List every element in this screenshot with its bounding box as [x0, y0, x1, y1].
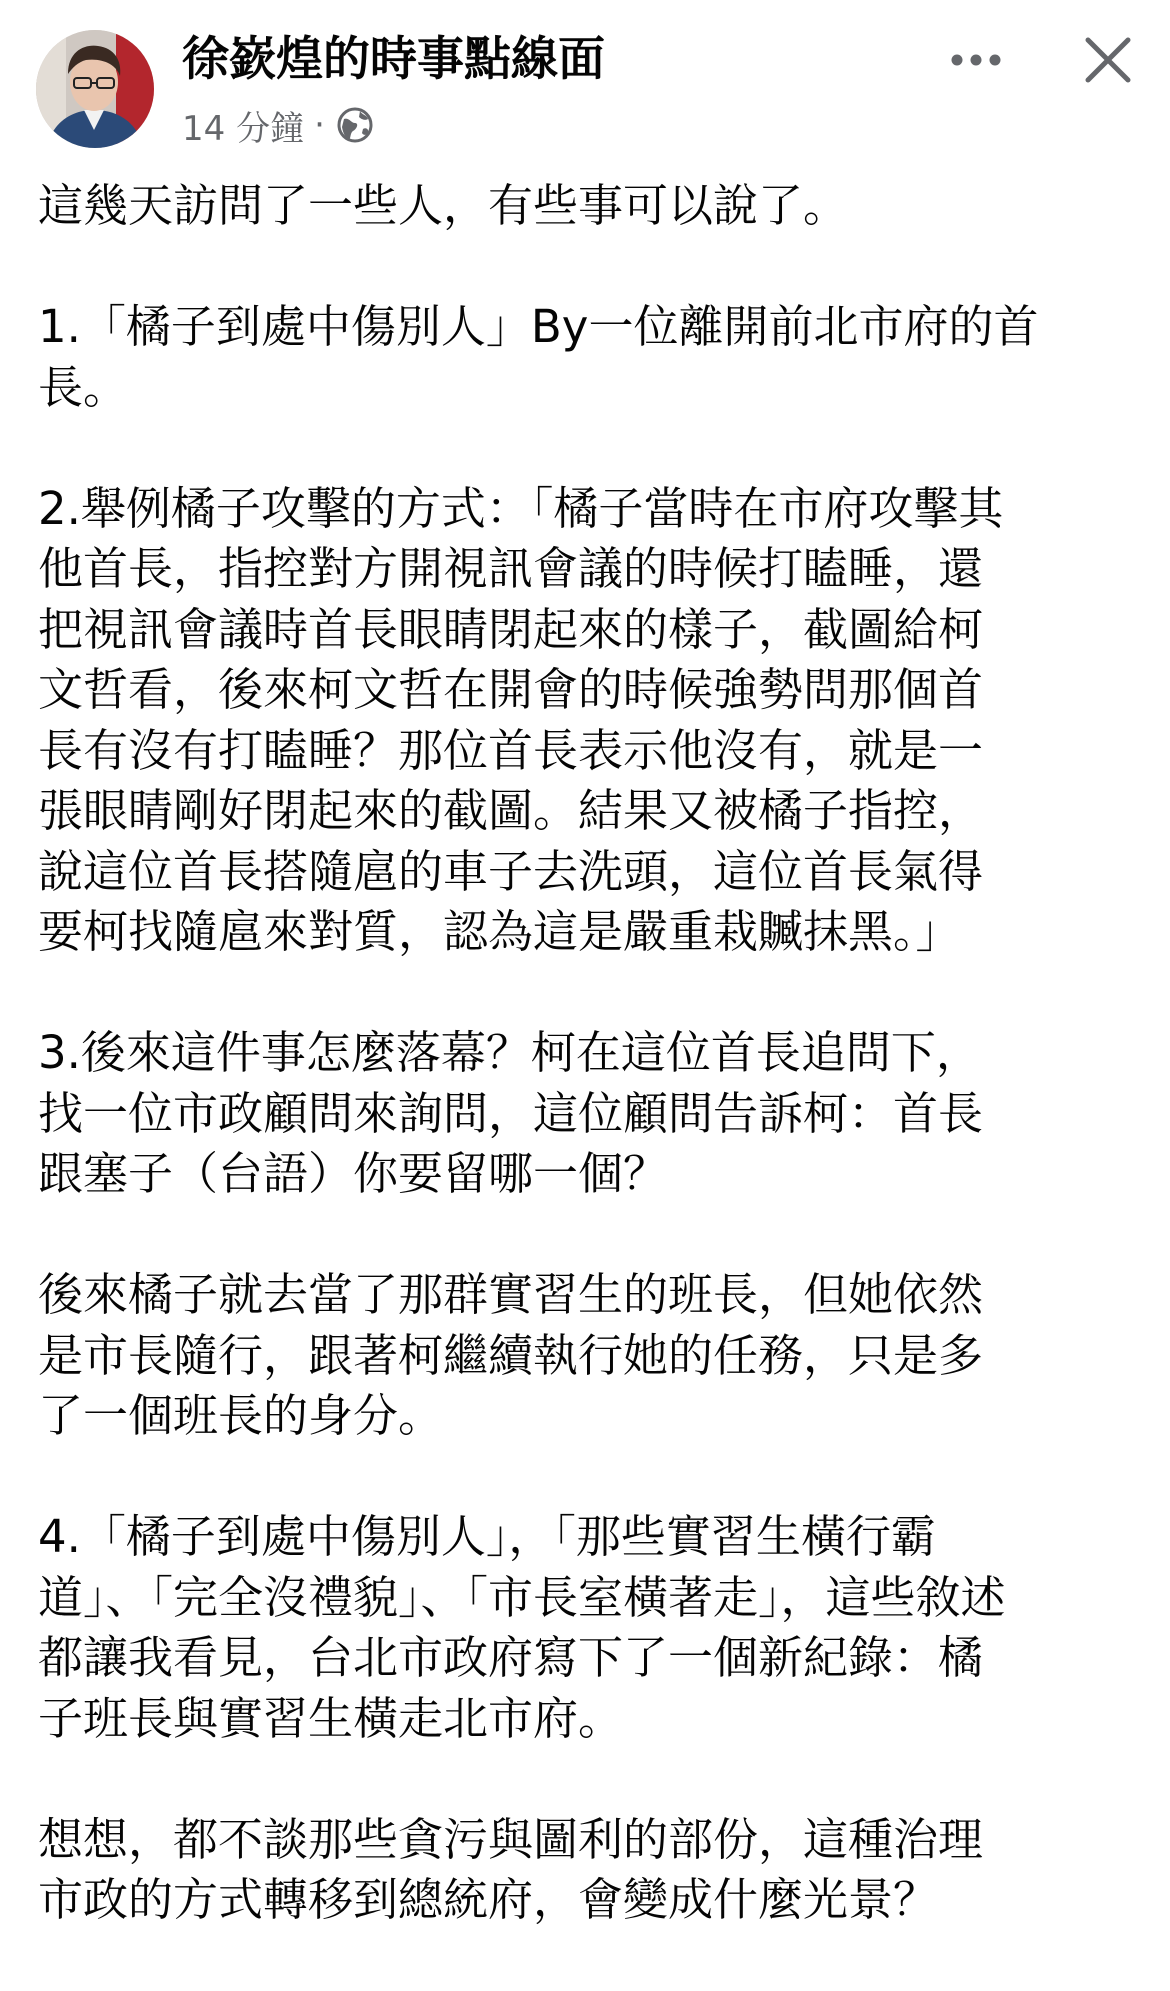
post-timestamp[interactable]: 14 分鐘 [182, 108, 305, 149]
author-avatar[interactable] [36, 30, 154, 148]
text-line: 想想，都不談那些貪污與圖利的部份，這種治理 [38, 1812, 984, 1866]
text-line: 說這位首長搭隨扈的車子去洗頭，這位首長氣得 [38, 844, 984, 898]
text-line: 文哲看，後來柯文哲在開會的時候強勢問那個首 [38, 663, 984, 716]
text-line: 後來橘子就去當了那群實習生的班長，但她依然 [38, 1268, 984, 1321]
text-line: 2.舉例橘子攻擊的方式：「橘子當時在市府攻擊其 [38, 481, 1004, 535]
post-paragraph [38, 297, 1138, 418]
text-line: 了一個班長的身分。 [38, 1389, 444, 1442]
post-paragraph [38, 1507, 1138, 1749]
post-meta [182, 100, 375, 150]
text-line: 長有沒有打瞌睡？那位首長表示他沒有，就是一 [38, 723, 984, 777]
author-name[interactable]: 徐嶔煌的時事點線面 [182, 32, 605, 87]
text-line: 這幾天訪問了一些人，有些事可以說了。 [38, 179, 849, 232]
text-line: 市政的方式轉移到總統府，會變成什麼光景？ [38, 1873, 939, 1926]
text-line: 是市長隨行，跟著柯繼續執行她的任務，只是多 [38, 1328, 984, 1382]
post-paragraph [38, 1265, 1138, 1447]
more-icon[interactable] [948, 44, 1004, 76]
post-paragraph [38, 1810, 1138, 1931]
text-line: 道」、「完全沒禮貌」、「市長室橫著走」，這些敘述 [38, 1570, 1006, 1624]
post-paragraph [38, 1023, 1138, 1205]
text-line: 1.「橘子到處中傷別人」By一位離開前北市府的首 [38, 300, 1039, 353]
text-line: 找一位市政顧問來詢問，這位顧問告訴柯：首長 [38, 1086, 984, 1140]
text-line: 長。 [38, 360, 129, 414]
text-line: 3.後來這件事怎麼落幕？柯在這位首長追問下， [38, 1026, 981, 1079]
text-line: 跟塞子（台語）你要留哪一個？ [38, 1147, 669, 1200]
text-line: 他首長，指控對方開視訊會議的時候打瞌睡，還 [38, 542, 984, 595]
avatar-image [36, 30, 154, 148]
globe-icon [335, 105, 375, 145]
text-line: 4.「橘子到處中傷別人」，「那些實習生橫行霸 [38, 1510, 936, 1563]
post-paragraph [38, 479, 1138, 963]
text-line: 張眼睛剛好閉起來的截圖。結果又被橘子指控， [38, 784, 984, 837]
close-icon[interactable] [1082, 34, 1134, 86]
text-line: 都讓我看見，台北市政府寫下了一個新紀錄：橘 [38, 1631, 984, 1684]
post-paragraph [38, 176, 1138, 237]
text-line: 子班長與實習生橫走北市府。 [38, 1691, 624, 1745]
post-header [0, 0, 1170, 160]
meta-separator: · [314, 105, 325, 145]
text-line: 要柯找隨扈來對質，認為這是嚴重栽贓抹黑。」 [38, 905, 961, 958]
text-line: 把視訊會議時首長眼睛閉起來的樣子，截圖給柯 [38, 602, 984, 656]
post-body [38, 176, 1138, 1991]
